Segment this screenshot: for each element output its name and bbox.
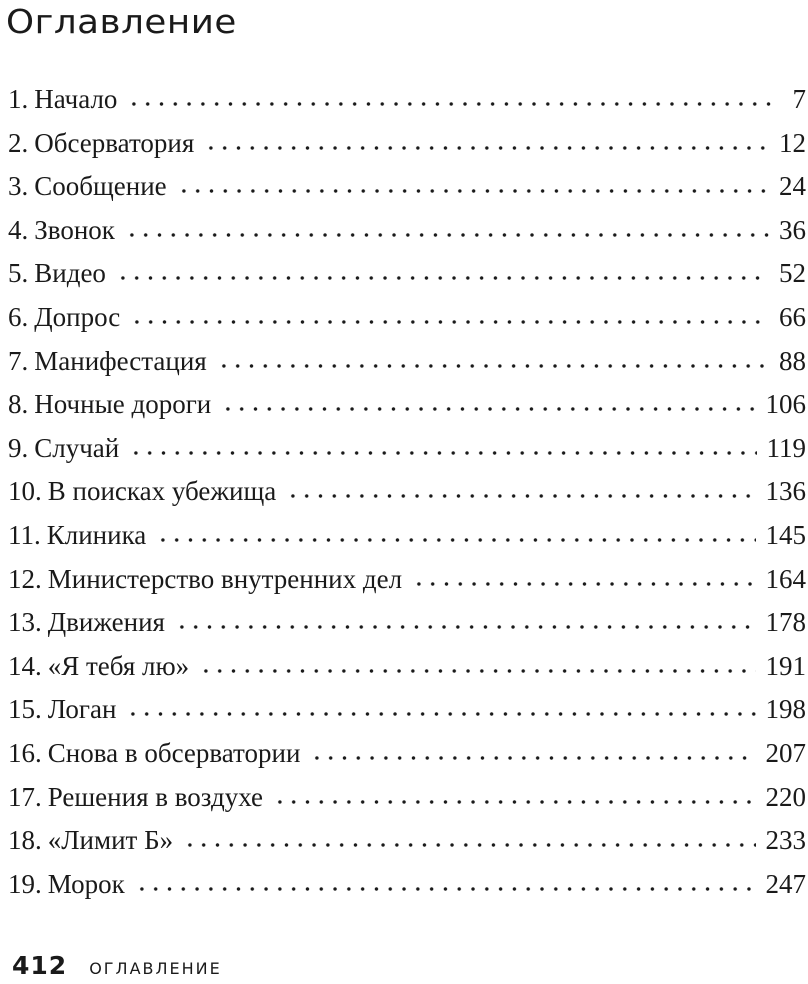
toc-entry-title: В поисках убежища [47, 476, 277, 507]
toc-entry-title: Звонок [34, 214, 115, 245]
toc-entry-number: 16. [8, 737, 42, 768]
toc-entry-number: 11. [8, 519, 41, 550]
toc-entry [8, 165, 806, 209]
toc-entry-title: «Лимит Б» [47, 825, 174, 856]
toc-entry-number: 14. [8, 650, 42, 681]
dot-leader [199, 669, 755, 673]
toc-entry-number: 9. [8, 432, 29, 463]
toc-entry [8, 78, 806, 122]
toc-entry [8, 732, 806, 776]
page-footer [12, 951, 222, 980]
toc-entry-page: 66 [779, 301, 806, 332]
dot-leader [130, 320, 769, 324]
toc-entry-page: 36 [779, 214, 806, 245]
page-number: 412 [12, 951, 68, 980]
toc-entry [8, 209, 806, 253]
toc-entry-title: Ночные дороги [34, 389, 212, 420]
toc-entry [8, 776, 806, 820]
toc-entry-title: «Я тебя лю» [47, 650, 190, 681]
toc-entry-number: 17. [8, 781, 42, 812]
toc-entry-number: 12. [8, 563, 42, 594]
toc-entry-page: 233 [765, 825, 806, 856]
toc-entry-number: 8. [8, 389, 29, 420]
toc-entry-number: 7. [8, 345, 29, 376]
toc-entry-number: 2. [8, 127, 29, 158]
toc-entry-number: 6. [8, 301, 29, 332]
dot-leader [177, 189, 769, 193]
dot-leader [125, 233, 769, 237]
dot-leader [204, 146, 769, 150]
toc-entry-number: 10. [8, 476, 42, 507]
toc-entry-title: Начало [34, 84, 118, 114]
toc-entry-number: 3. [8, 171, 29, 202]
dot-leader [129, 451, 756, 455]
toc-entry-number: 19. [8, 868, 42, 899]
dot-leader [127, 102, 772, 106]
toc-entry-page: 164 [765, 563, 806, 594]
toc-entry [8, 122, 806, 166]
toc-entry-title: Логан [47, 694, 117, 725]
toc-entry [8, 383, 806, 427]
toc-entry-number: 1. [8, 84, 29, 114]
toc-entry-title: Сообщение [34, 171, 167, 202]
dot-leader [135, 887, 756, 891]
toc-entry-title: Обсерватория [34, 127, 195, 158]
toc-entry [8, 470, 806, 514]
toc-entry-page: 207 [765, 737, 806, 768]
toc-entry-page: 136 [765, 476, 806, 507]
toc-entry [8, 819, 806, 863]
toc-entry-number: 15. [8, 694, 42, 725]
toc-entry-page: 12 [779, 127, 806, 158]
dot-leader [156, 538, 755, 542]
table-of-contents [8, 78, 806, 906]
dot-leader [310, 756, 755, 760]
dot-leader [273, 800, 755, 804]
toc-entry-title: Случай [34, 432, 120, 463]
dot-leader [116, 276, 769, 280]
dot-leader [183, 843, 755, 847]
toc-entry-page: 24 [779, 171, 806, 202]
toc-entry-page: 119 [766, 432, 806, 463]
toc-entry-title: Решения в воздухе [47, 781, 264, 812]
toc-entry [8, 514, 806, 558]
dot-leader [221, 407, 755, 411]
toc-entry-page: 247 [765, 868, 806, 899]
toc-entry-title: Министерство внутренних дел [47, 563, 403, 594]
dot-leader [175, 625, 756, 629]
toc-entry-title: Манифестация [34, 345, 207, 376]
toc-entry-page: 106 [765, 389, 806, 420]
toc-entry-page: 191 [765, 650, 806, 681]
toc-entry-page: 88 [779, 345, 806, 376]
toc-entry [8, 558, 806, 602]
toc-entry-title: Клиника [46, 519, 147, 550]
toc-entry-number: 13. [8, 607, 42, 638]
toc-entry [8, 688, 806, 732]
page-title: Оглавление [6, 2, 237, 41]
toc-entry-title: Снова в обсерватории [47, 737, 301, 768]
toc-entry [8, 645, 806, 689]
toc-entry-number: 18. [8, 825, 42, 856]
dot-leader [217, 364, 769, 368]
toc-entry [8, 427, 806, 471]
toc-entry [8, 863, 806, 907]
toc-entry [8, 252, 806, 296]
toc-entry-page: 7 [792, 84, 806, 114]
toc-entry-page: 178 [765, 607, 806, 638]
running-head: ОГЛАВЛЕНИЕ [89, 959, 222, 978]
dot-leader [286, 494, 755, 498]
toc-entry-title: Движения [47, 607, 165, 638]
toc-entry-number: 5. [8, 258, 29, 289]
toc-entry [8, 340, 806, 384]
toc-entry-title: Допрос [34, 301, 121, 332]
toc-entry-page: 198 [765, 694, 806, 725]
toc-entry-page: 52 [779, 258, 806, 289]
dot-leader [412, 582, 755, 586]
dot-leader [126, 712, 755, 716]
toc-entry-page: 220 [765, 781, 806, 812]
toc-entry-page: 145 [765, 519, 806, 550]
toc-entry-title: Морок [47, 868, 125, 899]
toc-entry [8, 296, 806, 340]
toc-entry-title: Видео [34, 258, 106, 289]
toc-entry-number: 4. [8, 214, 29, 245]
toc-entry [8, 601, 806, 645]
